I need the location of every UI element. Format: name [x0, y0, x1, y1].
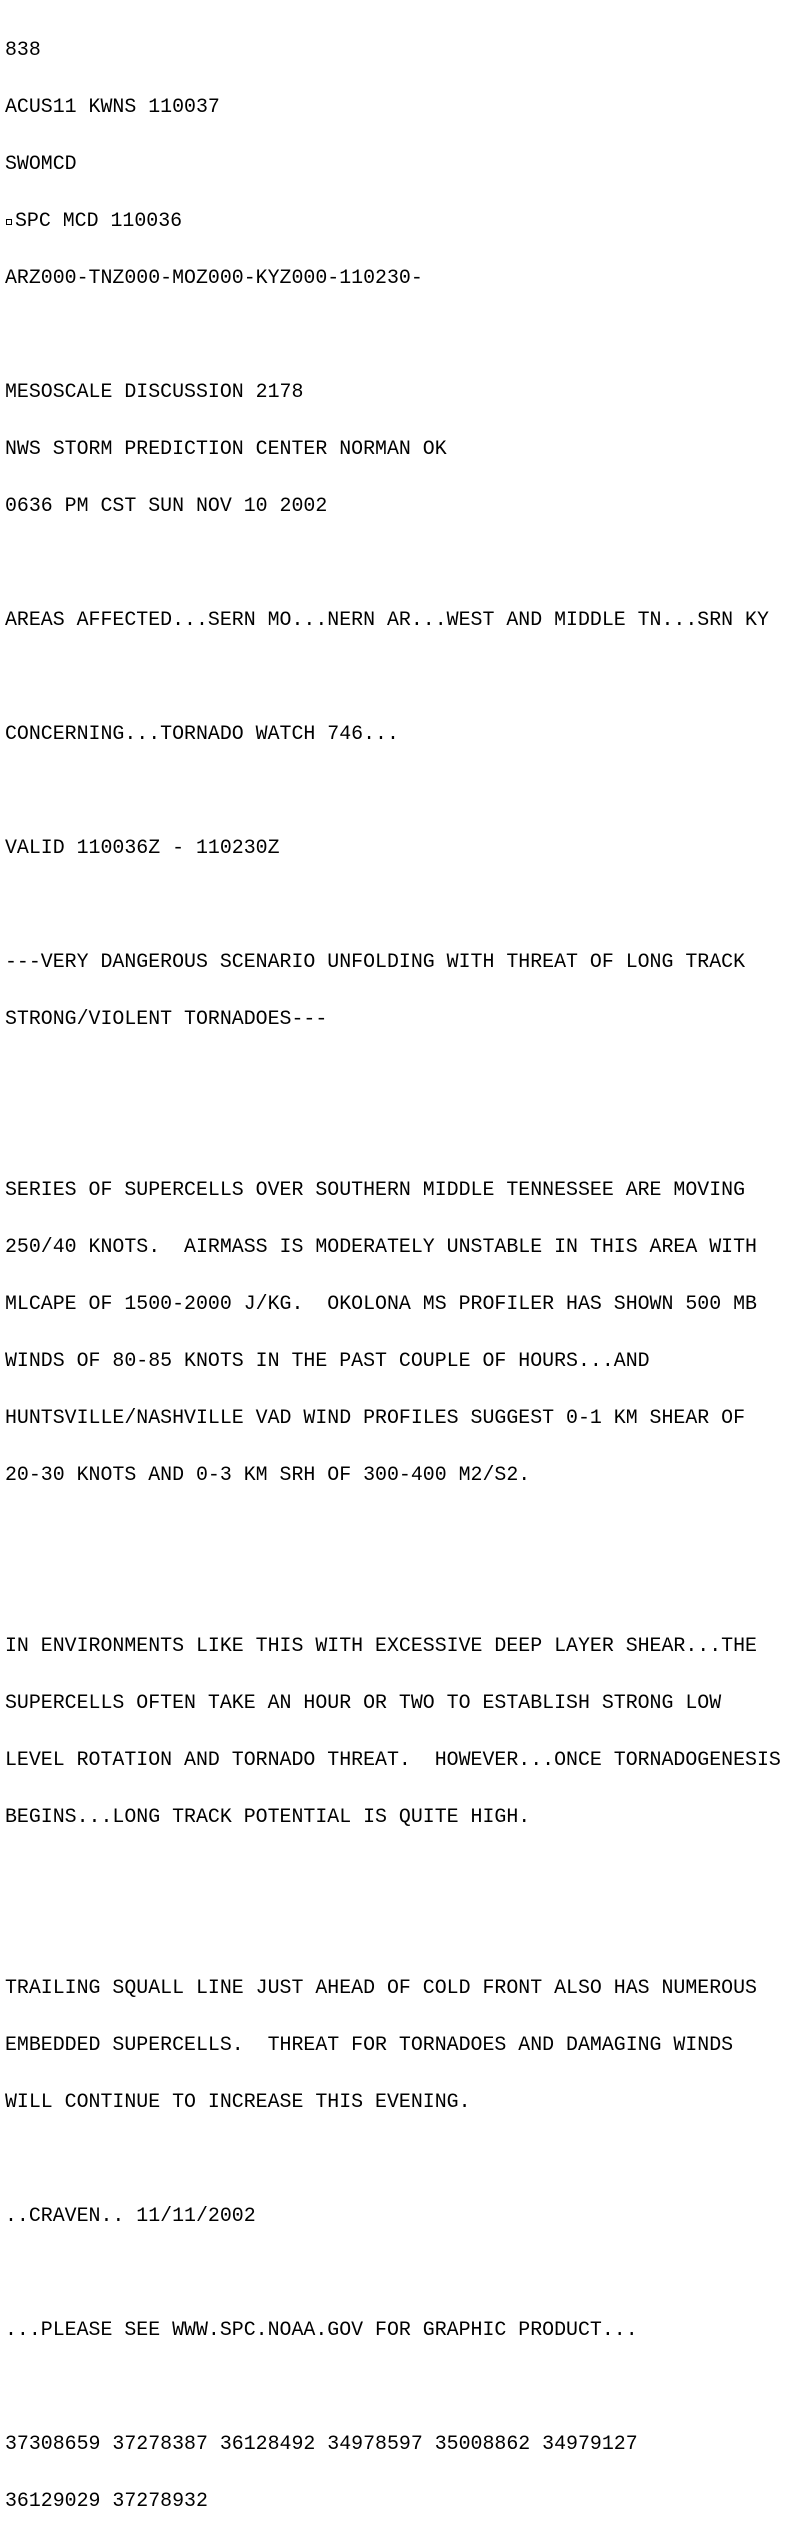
paragraph-1-line: HUNTSVILLE/NASHVILLE VAD WIND PROFILES SUGGEST 0-1 KM SHEAR OF	[5, 1406, 746, 1429]
zone-codes: ARZ000-TNZ000-MOZ000-KYZ000-110230-	[5, 266, 423, 289]
blank-line	[5, 1522, 781, 1541]
blank-line	[5, 1123, 781, 1142]
issue-time: 0636 PM CST SUN NOV 10 2002	[5, 494, 328, 517]
areas-affected: AREAS AFFECTED...SERN MO...NERN AR...WEST AND MIDDLE TN...SRN KY	[5, 608, 769, 631]
blank-line	[5, 1066, 781, 1085]
paragraph-1-line: 250/40 KNOTS. AIRMASS IS MODERATELY UNSTABLE IN THIS AREA WITH	[5, 1235, 757, 1258]
blank-line	[5, 1921, 781, 1940]
control-character-icon	[6, 219, 12, 225]
product-line-row	[5, 211, 781, 230]
paragraph-1-line: WINDS OF 80-85 KNOTS IN THE PAST COUPLE OF HOURS...AND	[5, 1349, 650, 1372]
blank-line	[5, 667, 781, 686]
paragraph-2-line: SUPERCELLS OFTEN TAKE AN HOUR OR TWO TO ESTABLISH STRONG LOW	[5, 1691, 722, 1714]
paragraph-1-line: SERIES OF SUPERCELLS OVER SOUTHERN MIDDLE TENNESSEE ARE MOVING	[5, 1178, 746, 1201]
concerning: CONCERNING...TORNADO WATCH 746...	[5, 722, 399, 745]
paragraph-3-line: EMBEDDED SUPERCELLS. THREAT FOR TORNADOES AND DAMAGING WINDS	[5, 2033, 734, 2056]
paragraph-1-line: 20-30 KNOTS AND 0-3 KM SRH OF 300-400 M2/S2.	[5, 1463, 531, 1486]
paragraph-3-line: WILL CONTINUE TO INCREASE THIS EVENING.	[5, 2090, 471, 2113]
paragraph-2-line: IN ENVIRONMENTS LIKE THIS WITH EXCESSIVE DEEP LAYER SHEAR...THE	[5, 1634, 757, 1657]
paragraph-2-line: LEVEL ROTATION AND TORNADO THREAT. HOWEVER...ONCE TORNADOGENESIS	[5, 1748, 781, 1771]
blank-line	[5, 553, 781, 572]
blank-line	[5, 895, 781, 914]
paragraph-3-line: TRAILING SQUALL LINE JUST AHEAD OF COLD FRONT ALSO HAS NUMEROUS	[5, 1976, 757, 1999]
discussion-document	[5, 2, 781, 2529]
blank-line	[5, 2149, 781, 2168]
blank-line	[5, 781, 781, 800]
awips-id: SWOMCD	[5, 152, 77, 175]
blank-line	[5, 2377, 781, 2396]
paragraph-2-line: BEGINS...LONG TRACK POTENTIAL IS QUITE HIGH.	[5, 1805, 531, 1828]
coordinates-line: 36129029 37278932	[5, 2489, 208, 2512]
blank-line	[5, 1579, 781, 1598]
wmo-header: ACUS11 KWNS 110037	[5, 95, 220, 118]
headline-line: STRONG/VIOLENT TORNADOES---	[5, 1007, 328, 1030]
paragraph-1-line: MLCAPE OF 1500-2000 J/KG. OKOLONA MS PROFILER HAS SHOWN 500 MB	[5, 1292, 757, 1315]
blank-line	[5, 1864, 781, 1883]
product-number: 838	[5, 38, 41, 61]
product-line: SPC MCD 110036	[15, 209, 183, 232]
valid-period: VALID 110036Z - 110230Z	[5, 836, 280, 859]
forecaster-signature: ..CRAVEN.. 11/11/2002	[5, 2204, 256, 2227]
headline-line: ---VERY DANGEROUS SCENARIO UNFOLDING WITH THREAT OF LONG TRACK	[5, 950, 746, 973]
blank-line	[5, 2263, 781, 2282]
blank-line	[5, 325, 781, 344]
see-graphic-note: ...PLEASE SEE WWW.SPC.NOAA.GOV FOR GRAPHIC PRODUCT...	[5, 2318, 638, 2341]
discussion-title: MESOSCALE DISCUSSION 2178	[5, 380, 304, 403]
issuing-office: NWS STORM PREDICTION CENTER NORMAN OK	[5, 437, 447, 460]
coordinates-line: 37308659 37278387 36128492 34978597 35008862 34979127	[5, 2432, 638, 2455]
